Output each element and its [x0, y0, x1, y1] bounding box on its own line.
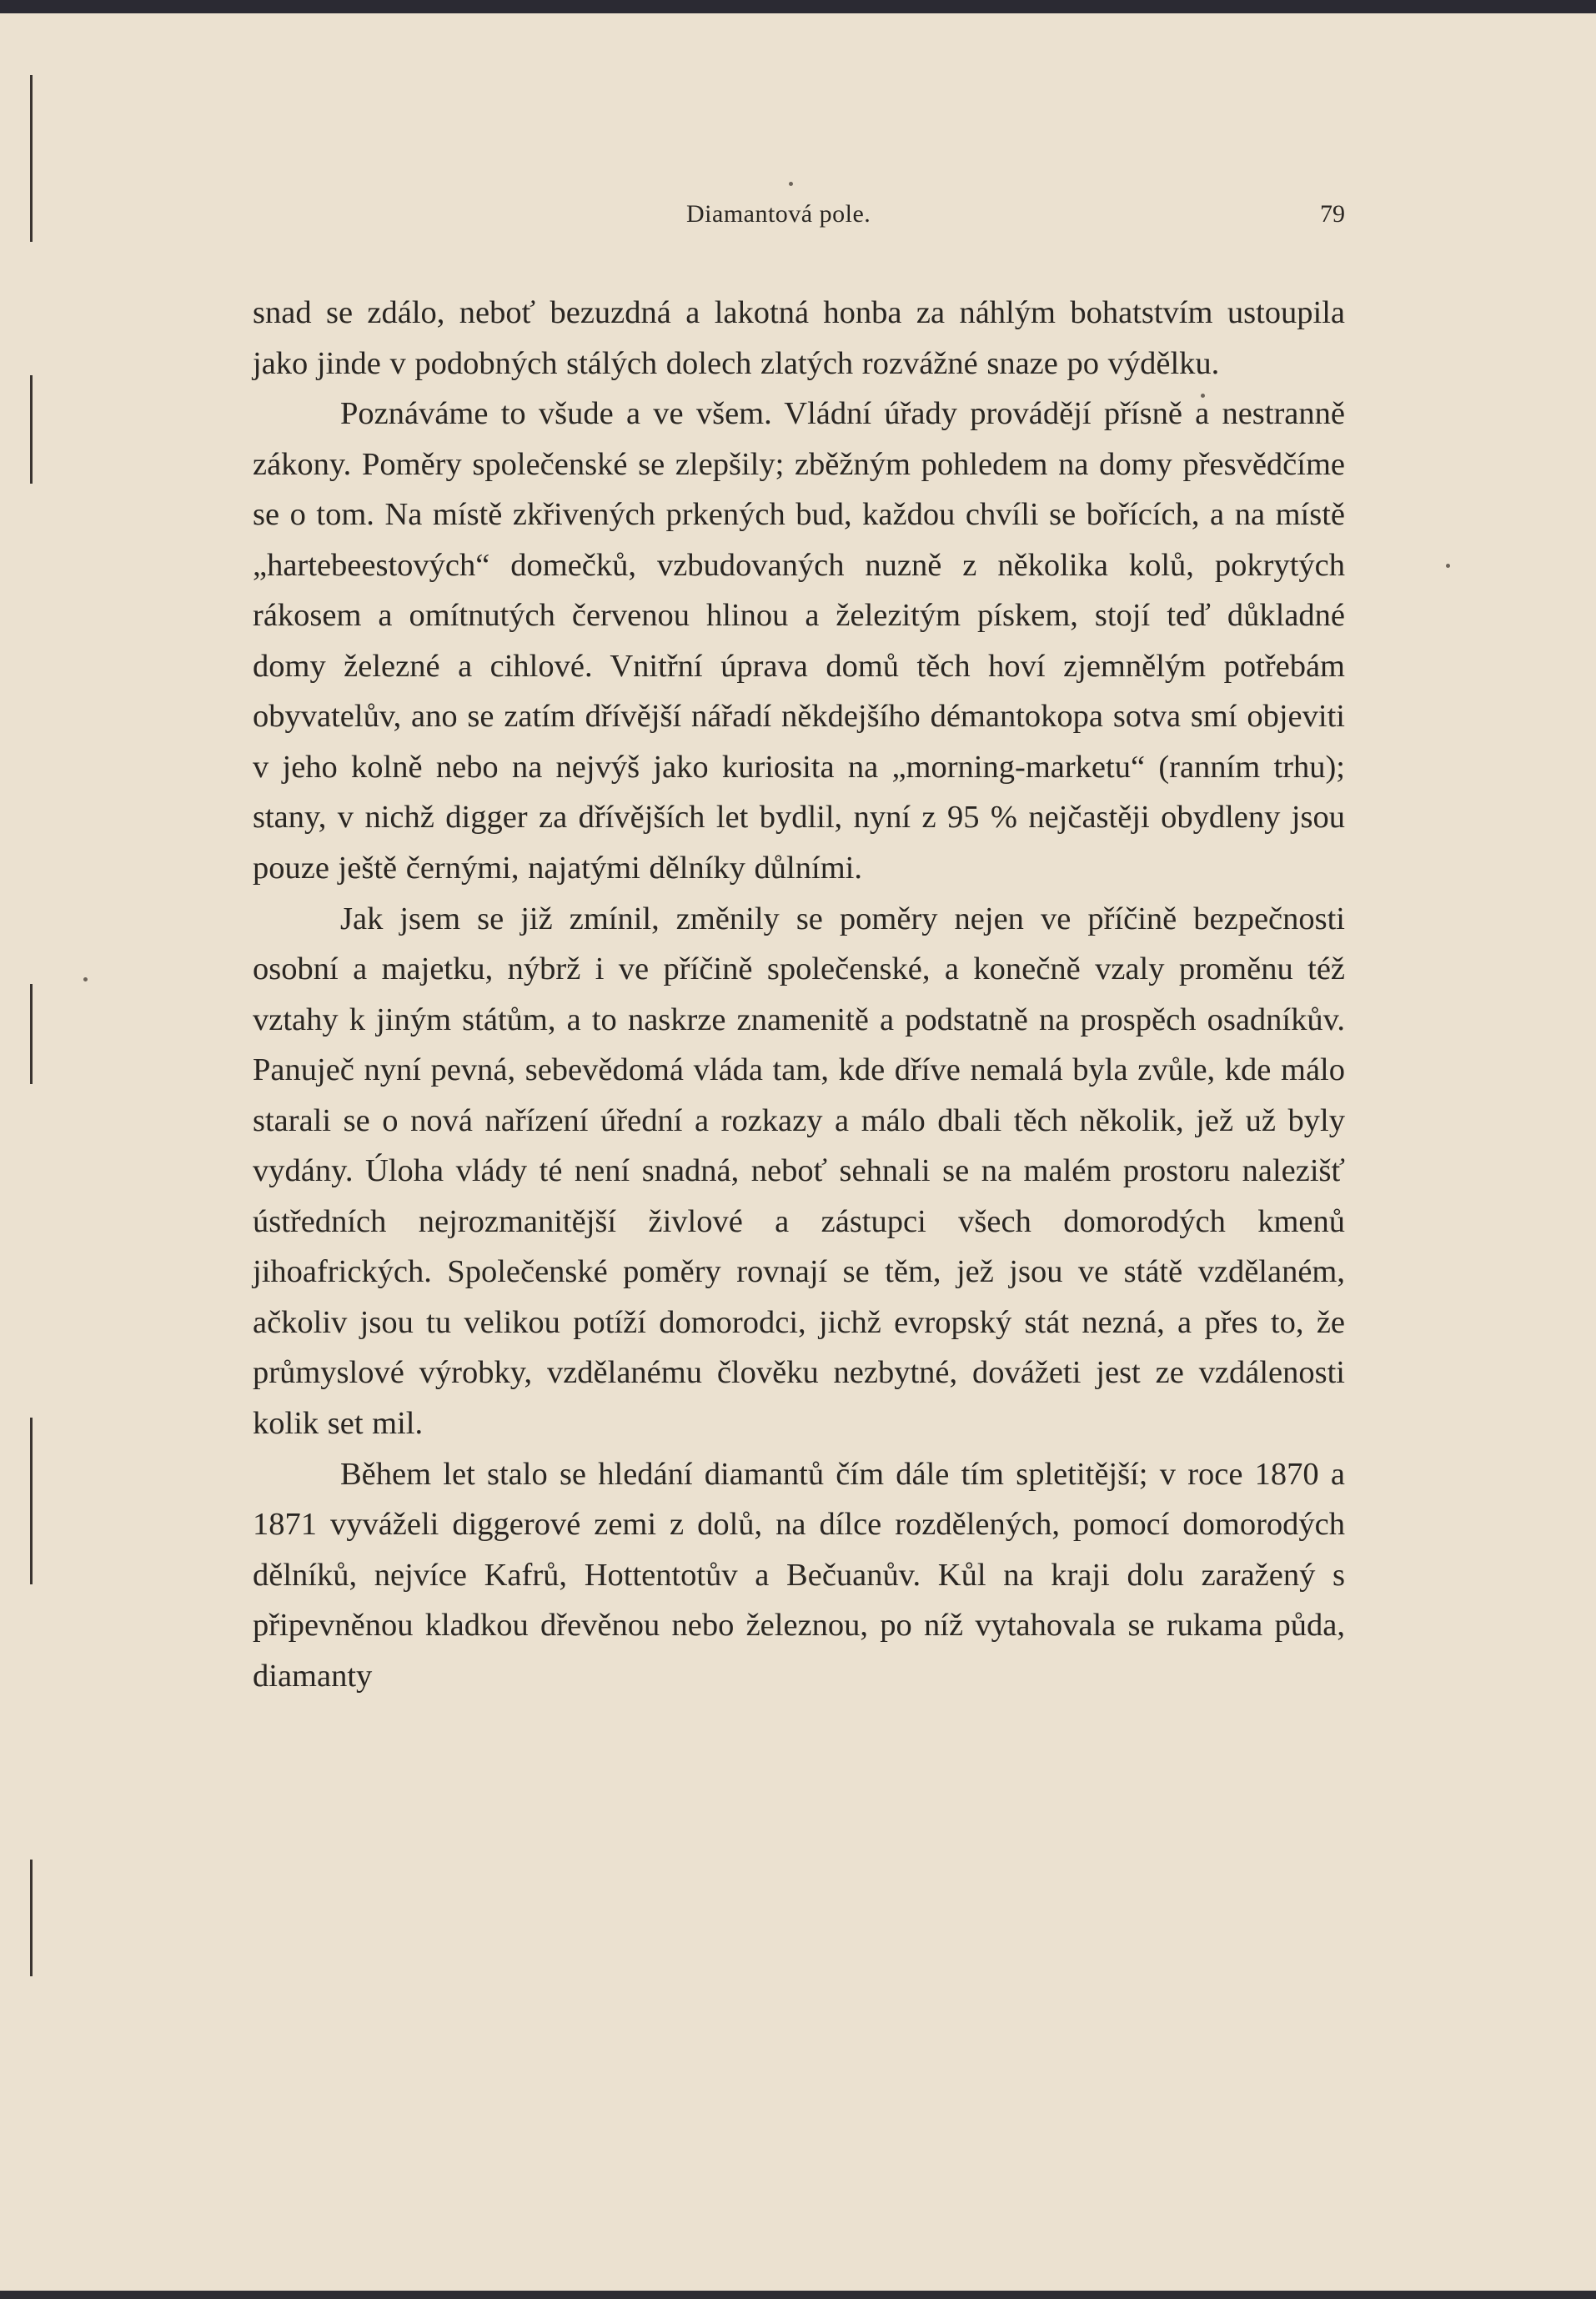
binding-shadow — [30, 375, 33, 484]
scan-top-edge — [0, 0, 1596, 13]
paper-speck — [1446, 564, 1450, 568]
paragraph: Během let stalo se hledání diamantů čím dále tím spletitější; v roce 1870 a 1871 vyváželi diggerové zemi z dolů, na dílce rozdělených, pomocí domorodých dělníků, nejvíce Kafrů, Hottentotův a Bečuanův. Kůl na kraji dolu zaražený s připevněnou kladkou dřevěnou nebo železnou, po níž vytahovala se rukama půda, diamanty — [253, 1456, 1345, 1694]
scan-bottom-edge — [0, 2291, 1596, 2299]
body-text — [253, 288, 1345, 1701]
paragraph: Jak jsem se již zmínil, změnily se poměry nejen ve příčině bezpečnosti osobní a majetku, nýbrž i ve příčině společenské, a konečně vzaly proměnu též vztahy k jiným státům, a to naskrze znamenitě a podstatně na prospěch osadníkův. Panuječ nyní pevná, sebevědomá vláda tam, kde dříve nemalá byla zvůle, kde málo starali se o nová nařízení úřední a rozkazy a málo dbali těch několik, jež už byly vydány. Úloha vlády té není snadná, neboť sehnali se na malém prostoru nalezišť ústředních nejrozmanitější živlové a zástupci všech domorodých kmenů jihoafrických. Společenské poměry rovnají se těm, jež jsou ve státě vzdělaném, ačkoliv jsou tu velikou potíží domorodci, jichž evropský stát nezná, a přes to, že průmyslové výrobky, vzdělanému člověku nezbytné, dovážeti jest ze vzdálenosti kolik set mil. — [253, 901, 1345, 1442]
binding-shadow — [30, 984, 33, 1084]
paper-speck — [83, 977, 88, 981]
binding-shadow — [30, 75, 33, 242]
paragraph: Poznáváme to všude a ve všem. Vládní úřady provádějí přísně a nestranně zákony. Poměry společenské se zlepšily; zběžným pohledem na domy přesvědčíme se o tom. Na místě zkřivených prkených bud, každou chvíli se bořících, a na místě „hartebeestových“ domečků, vzbudovaných nuzně z několika kolů, pokrytých rákosem a omítnutých červenou hlinou a železitým pískem, stojí teď důkladné domy železné a cihlové. Vnitřní úprava domů těch hoví zjemnělým potřebám obyvatelův, ano se zatím dřívější nářadí někdejšího démantokopa sotva smí objeviti v jeho kolně nebo na nejvýš jako kuriosita na „morning-marketu“ (ranním trhu); stany, v nichž digger za dřívějších let bydlil, nyní z 95 % nejčastěji obydleny jsou pouze ještě černými, najatými dělníky důlními. — [253, 396, 1345, 886]
binding-shadow — [30, 1418, 33, 1584]
paragraph: snad se zdálo, neboť bezuzdná a lakotná honba za náhlým bohatstvím ustoupila jako jinde v podobných stálých dolech zlatých rozvážné snaze po výdělku. — [253, 295, 1345, 381]
binding-shadow — [30, 1860, 33, 1976]
running-title: Diamantová pole. — [686, 200, 871, 228]
page-header — [253, 200, 1345, 237]
paper-speck — [789, 182, 793, 186]
page-number: 79 — [1320, 200, 1345, 228]
